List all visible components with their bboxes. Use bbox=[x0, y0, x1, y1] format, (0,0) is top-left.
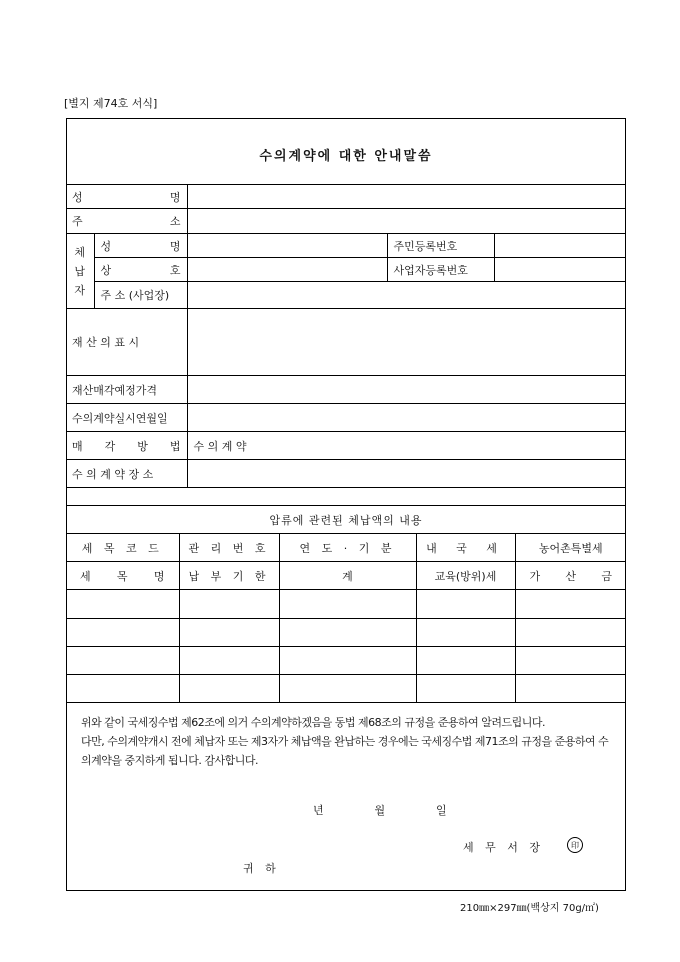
col-tax-item-name: 세 목 명 bbox=[66, 562, 179, 590]
sale-price-value[interactable] bbox=[187, 376, 626, 404]
arrears-caption: 압류에 관련된 체납액의 내용 bbox=[66, 506, 626, 534]
col-rural-special-tax: 농어촌특별세 bbox=[515, 534, 626, 562]
table-cell[interactable] bbox=[515, 590, 626, 619]
table-cell[interactable] bbox=[515, 675, 626, 703]
tax-office-head: 세 무 서 장 bbox=[463, 841, 544, 854]
table-row bbox=[66, 590, 626, 619]
table-cell[interactable] bbox=[515, 647, 626, 675]
recipient-label: 귀 하 bbox=[243, 862, 280, 875]
business-address-row bbox=[66, 282, 626, 309]
arrears-table bbox=[66, 505, 626, 703]
table-cell[interactable] bbox=[179, 619, 279, 647]
form-number-label: [별지 제74호 서식] bbox=[64, 97, 158, 110]
table-row bbox=[66, 619, 626, 647]
trade-name-value[interactable] bbox=[187, 258, 387, 282]
table-cell[interactable] bbox=[66, 590, 179, 619]
table-cell[interactable] bbox=[279, 590, 416, 619]
table-row bbox=[66, 675, 626, 703]
col-management-number: 관 리 번 호 bbox=[179, 534, 279, 562]
col-due-date: 납 부 기 한 bbox=[179, 562, 279, 590]
col-national-tax: 내 국 세 bbox=[416, 534, 515, 562]
col-penalty: 가 산 금 bbox=[515, 562, 626, 590]
table-cell[interactable] bbox=[179, 590, 279, 619]
address-label: 주 소 bbox=[66, 209, 187, 234]
contract-place-value[interactable] bbox=[187, 460, 626, 488]
business-address-label: 주 소 (사업장) bbox=[94, 282, 187, 309]
table-cell[interactable] bbox=[279, 675, 416, 703]
table-cell[interactable] bbox=[179, 675, 279, 703]
table-cell[interactable] bbox=[279, 619, 416, 647]
property-value[interactable] bbox=[187, 309, 626, 376]
address-value[interactable] bbox=[187, 209, 626, 234]
date-year: 년 bbox=[313, 804, 326, 817]
taxpayer-name-row bbox=[66, 234, 626, 258]
contract-date-row bbox=[66, 404, 626, 432]
table-cell[interactable] bbox=[66, 675, 179, 703]
sale-method-value: 수 의 계 약 bbox=[187, 432, 626, 460]
name-label: 성 명 bbox=[66, 185, 187, 209]
business-number-label: 사업자등록번호 bbox=[387, 258, 494, 282]
notice-line-1: 위와 같이 국세징수법 제62조에 의거 수의계약하겠음을 동법 제68조의 규정을 준용하여 알려드립니다. bbox=[81, 716, 545, 729]
business-number-value[interactable] bbox=[494, 258, 626, 282]
table-row bbox=[66, 647, 626, 675]
table-cell[interactable] bbox=[179, 647, 279, 675]
notice-text bbox=[81, 713, 615, 770]
seal-icon: 印 bbox=[567, 837, 583, 853]
sale-price-label: 재산매각예정가격 bbox=[66, 376, 187, 404]
taxpayer-label: 체 납 자 bbox=[66, 234, 94, 309]
table-cell[interactable] bbox=[66, 647, 179, 675]
col-tax-item-code: 세 목 코 드 bbox=[66, 534, 179, 562]
table-cell[interactable] bbox=[416, 590, 515, 619]
date-month: 월 bbox=[374, 804, 388, 817]
resident-number-value[interactable] bbox=[494, 234, 626, 258]
name-row bbox=[66, 185, 626, 209]
col-total: 계 bbox=[279, 562, 416, 590]
property-row bbox=[66, 309, 626, 376]
business-address-value[interactable] bbox=[187, 282, 626, 309]
form-title: 수의계약에 대한 안내말씀 bbox=[259, 149, 433, 164]
table-cell[interactable] bbox=[416, 619, 515, 647]
table-cell[interactable] bbox=[66, 619, 179, 647]
taxpayer-name-value[interactable] bbox=[187, 234, 387, 258]
notice-line-2: 다만, 수의계약개시 전에 체납자 또는 제3자가 체납액을 완납하는 경우에는 국세징수법 제71조의 규정을 준용하여 수의계약을 중지하게 됩니다. 감사합니다. bbox=[81, 735, 609, 767]
table-cell[interactable] bbox=[279, 647, 416, 675]
contract-place-row bbox=[66, 460, 626, 488]
name-value[interactable] bbox=[187, 185, 626, 209]
table-cell[interactable] bbox=[416, 675, 515, 703]
sale-price-row bbox=[66, 376, 626, 404]
col-education-tax: 교육(방위)세 bbox=[416, 562, 515, 590]
date-line bbox=[313, 802, 492, 818]
contract-date-value[interactable] bbox=[187, 404, 626, 432]
arrears-header-row-2 bbox=[66, 562, 626, 590]
taxpayer-info-table bbox=[66, 184, 626, 488]
taxpayer-name-label: 성 명 bbox=[94, 234, 187, 258]
resident-number-label: 주민등록번호 bbox=[387, 234, 494, 258]
contract-place-label: 수 의 계 약 장 소 bbox=[66, 460, 187, 488]
sale-method-label: 매 각 방 법 bbox=[66, 432, 187, 460]
trade-name-row bbox=[66, 258, 626, 282]
contract-date-label: 수의계약실시연월일 bbox=[66, 404, 187, 432]
table-cell[interactable] bbox=[515, 619, 626, 647]
date-day: 일 bbox=[436, 804, 449, 817]
property-label: 재 산 의 표 시 bbox=[66, 309, 187, 376]
arrears-header-row-1 bbox=[66, 534, 626, 562]
address-row bbox=[66, 209, 626, 234]
form-frame bbox=[66, 118, 626, 891]
col-year-period: 연 도 · 기 분 bbox=[279, 534, 416, 562]
arrears-caption-row bbox=[66, 506, 626, 534]
paper-spec: 210㎜×297㎜(백상지 70g/㎡) bbox=[460, 903, 599, 914]
sale-method-row bbox=[66, 432, 626, 460]
table-cell[interactable] bbox=[416, 647, 515, 675]
trade-name-label: 상 호 bbox=[94, 258, 187, 282]
